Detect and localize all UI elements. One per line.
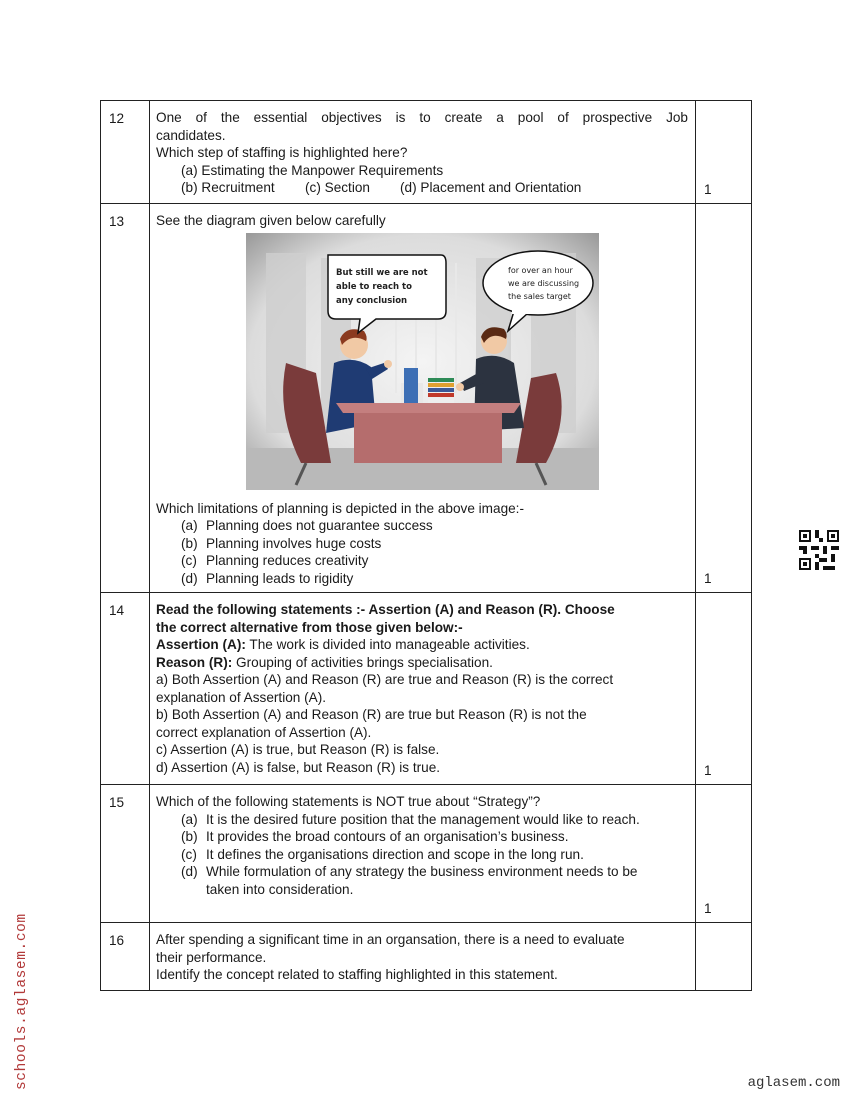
question-body [150, 785, 696, 923]
option-row [156, 179, 688, 197]
qr-code-icon [799, 530, 839, 570]
option-c: (c) Section [305, 180, 370, 195]
question-text-line: After spending a significant time in an organsation, there is a need to evaluate [156, 932, 625, 947]
option-label: (b) [181, 829, 198, 844]
option-text: While formulation of any strategy the business environment needs to be taken into consideration. [206, 864, 638, 897]
bubble-right-line: we are discussing [508, 278, 580, 288]
question-number: 16 [101, 923, 150, 991]
option-label: (c) [181, 846, 197, 862]
option-c [156, 846, 688, 864]
question-body [150, 923, 696, 991]
option-a [156, 811, 688, 829]
option-b [156, 828, 688, 846]
option-text: It provides the broad contours of an organisation’s business. [206, 829, 569, 844]
question-text-line: candidates. [156, 127, 226, 143]
reason-label: Reason (R): [156, 654, 233, 670]
question-row-13 [101, 204, 752, 593]
option-line: explanation of Assertion (A). [156, 689, 327, 705]
option-b [156, 535, 688, 553]
question-text-line: Which step of staffing is highlighted here? [156, 145, 408, 160]
bubble-right-line: the sales target [508, 291, 571, 301]
question-row-16 [101, 923, 752, 991]
option-line: c) Assertion (A) is true, but Reason (R) is false. [156, 742, 440, 757]
side-watermark: schools.aglasem.com [14, 913, 30, 1090]
question-body [150, 204, 696, 593]
question-text-line: One of the essential objectives is to create a pool of prospective Job [156, 110, 688, 125]
heading-line: Read the following statements :- Assertion (A) and Reason (R). Choose [156, 602, 615, 617]
footer-watermark: aglasem.com [747, 1075, 840, 1091]
option-label: (b) [181, 535, 198, 551]
question-heading [156, 619, 688, 637]
option-text: It defines the organisations direction and scope in the long run. [206, 846, 584, 862]
question-row-12 [101, 101, 752, 204]
option-b: (b) Recruitment [181, 180, 275, 195]
option-d [156, 570, 688, 588]
reason [156, 654, 688, 672]
option-label: (d) [181, 864, 198, 879]
question-stem: Which limitations of planning is depicted in the above image:- [156, 500, 524, 516]
assertion-text: The work is divided into manageable activities. [245, 637, 530, 652]
option-label: (d) [181, 570, 198, 586]
option-text: Planning does not guarantee success [206, 518, 433, 533]
question-row-15 [101, 785, 752, 923]
question-number: 14 [101, 593, 150, 785]
option-line: a) Both Assertion (A) and Reason (R) are true and Reason (R) is the correct [156, 672, 614, 687]
option-a: (a) Estimating the Manpower Requirements [181, 162, 444, 178]
option-line: b) Both Assertion (A) and Reason (R) are true but Reason (R) is not the [156, 707, 587, 722]
question-text-line: their performance. [156, 949, 267, 965]
option-text: Planning leads to rigidity [206, 570, 354, 586]
question-number: 12 [101, 101, 150, 204]
question-body [150, 101, 696, 204]
question-stem: Which of the following statements is NOT true about “Strategy”? [156, 794, 541, 809]
question-text-line: See the diagram given below carefully [156, 213, 386, 228]
option-a [156, 517, 688, 535]
marks: 1 [696, 101, 752, 204]
question-table [100, 100, 752, 991]
bubble-left-line: able to reach to [336, 281, 412, 292]
question-text-line: Identify the concept related to staffing highlighted in this statement. [156, 967, 558, 982]
marks: 1 [696, 204, 752, 593]
assertion [156, 636, 688, 654]
option-label: (a) [181, 811, 198, 827]
option-text: It is the desired future position that the management would like to reach. [206, 811, 640, 827]
marks [696, 923, 752, 991]
option-line: correct explanation of Assertion (A). [156, 724, 372, 740]
option-label: (a) [181, 518, 198, 533]
bubble-left-line: But still we are not [336, 267, 428, 278]
option-d: (d) Placement and Orientation [400, 180, 582, 195]
option-line: d) Assertion (A) is false, but Reason (R) is true. [156, 759, 441, 775]
question-number: 15 [101, 785, 150, 923]
marks: 1 [696, 593, 752, 785]
option-c [156, 552, 688, 570]
marks: 1 [696, 785, 752, 923]
bubble-left-line: any conclusion [336, 295, 408, 306]
meeting-illustration [246, 233, 599, 490]
option-text: Planning reduces creativity [206, 553, 369, 568]
question-number: 13 [101, 204, 150, 593]
option-label: (c) [181, 553, 197, 568]
option-text: Planning involves huge costs [206, 535, 382, 551]
reason-text: Grouping of activities brings specialisation. [232, 654, 493, 670]
bubble-right-line: for over an hour [508, 265, 573, 275]
question-body [150, 593, 696, 785]
assertion-label: Assertion (A): [156, 637, 246, 652]
option-d [156, 863, 688, 898]
heading-line: the correct alternative from those given below:- [156, 619, 463, 635]
question-heading [156, 601, 688, 619]
question-row-14 [101, 593, 752, 785]
